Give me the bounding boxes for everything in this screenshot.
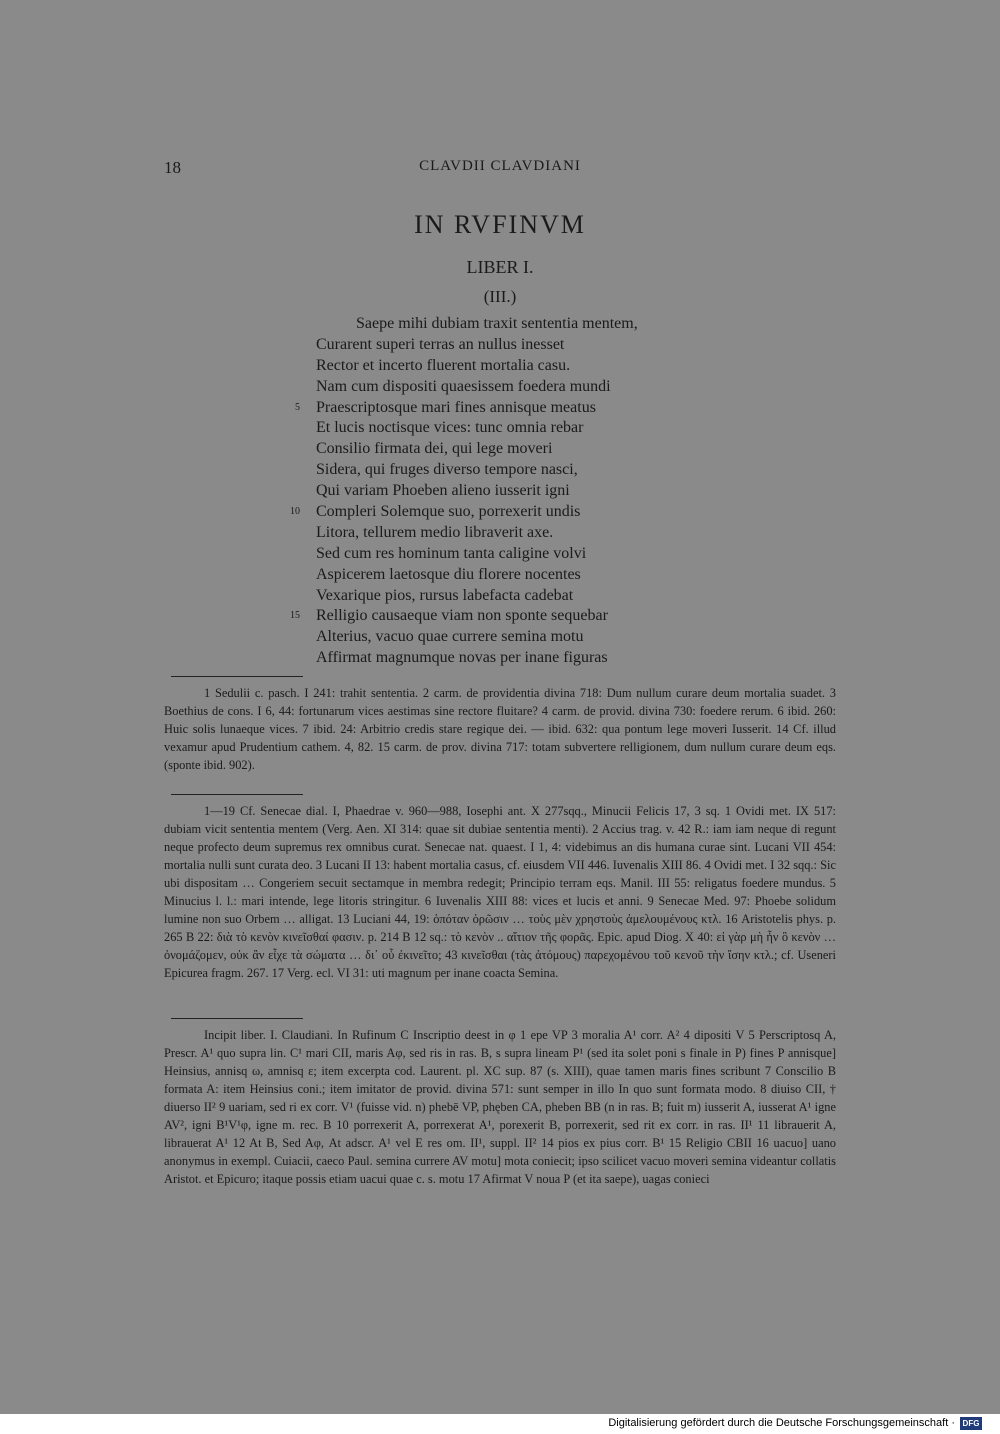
verse-text: Litora, tellurem medio libraverit axe. (316, 523, 554, 541)
verse-line (316, 418, 736, 439)
dfg-logo: DFG (960, 1417, 982, 1430)
verse-text: Saepe mihi dubiam traxit sententia mentem, (356, 315, 638, 332)
verse-line (316, 439, 736, 460)
verse-line (316, 481, 736, 502)
footnote-rule-3 (171, 1018, 303, 1019)
verse-line (295, 398, 736, 419)
testimonia-text: 1 Sedulii c. pasch. I 241: trahit sententia. 2 carm. de providentia divina 718: Dum nullum curare deum mortalia suadet. 3 Boethius de cons. I 6, 44: fortunarum vices aestimas sine rectore fluitare? 4 carm. de provid. divina 730: foedere rerum. 6 ibid. 260: Huic solis lunaeque vices. 7 ibid. 24: Arbitrio credis stare regique dei. — ibid. 632: qua pontum lege moveri Iusserit. 14 Cf. illud vexamur apud Prudentium cathem. 4, 82. 15 carm. de prov. divina 717: totam subvertere relligionem, dum nullum curare deum eqs. (sponte ibid. 902). (164, 686, 836, 772)
verse-text: Vexarique pios, rursus labefacta cadebat (316, 586, 574, 604)
loci-similes-notes (164, 802, 836, 982)
verse-line (290, 502, 736, 523)
footnote-rule-2 (171, 794, 303, 795)
verse-line (316, 460, 736, 481)
verse-text: Curarent superi terras an nullus inesset (316, 335, 565, 353)
book-heading: LIBER I. (466, 257, 534, 277)
apparatus-criticus (164, 1026, 836, 1188)
verse-line (316, 544, 736, 565)
verse-text: Sed cum res hominum tanta caligine volvi (316, 544, 587, 562)
verse-text: Relligio causaeque viam non sponte sequebar (316, 607, 608, 625)
testimonia-notes (164, 684, 836, 774)
verse-line (316, 335, 736, 356)
verse-line (316, 586, 736, 607)
verse-line (316, 377, 736, 398)
line-number: 15 (290, 610, 300, 622)
verse-block (290, 314, 736, 669)
verse-line (316, 565, 736, 586)
verse-text: Nam cum dispositi quaesissem foedera mundi (316, 377, 611, 395)
loci-similes-text: 1—19 Cf. Senecae dial. I, Phaedrae v. 960—988, Iosephi ant. X 277sqq., Minucii Felicis 17, 3 sq. 1 Ovidi met. IX 517: dubiam vicit sententia mentem (Verg. Aen. XI 314: quae sit dubiae sententia menti). 2 Accius trag. v. 42 R.: iam iam neque di regunt neque profecto deum supremus rex omnibus curat. Senecae nat. quaest. I 1, 4: videbimus an dis humana curae sint. Lucani VII 454: mortalia nulli sunt curata deo. 3 Lucani II 13: habent mortalia casus, cf. eiusdem VII 446. Iuvenalis XIII 86. 4 Ovidi met. I 32 sqq.: Sic ubi dispositam … Congeriem secuit sectamque in membra redegit; Principio terram eqs. Manil. III 55: religatus foedere mundus. 5 Minucius l. l.: mari intende, lege litoris stringitur. 6 Iuvenalis XIII 88: vices et lucis et anni. 9 Senecae Med. 97: Phoebe solidum lumine non suo Orbem … alligat. 13 Luciani 44, 19: ὁπόταν ὁρῶσιν … τοὺς μὲν χρηστοὺς ἀμελουμένους κτλ. 16 Aristotelis phys. p. 265 B 22: διὰ τὸ κενὸν κινεῖσθαί φασιν. p. 214 B 12 sq.: τὸ κενὸν .. αἴτιον τῆς φορᾶς. Epic. apud Diog. X 40: εἰ γὰρ μὴ ἦν ὃ κενὸν … ὀνομάζομεν, οὐκ ἂν εἶχε τὰ σώματα … δι᾽ οὗ ἐκινεῖτο; 43 κινεῖσθαι (τὰς ἀτόμους) παρεχομένου τοῦ κενοῦ τὴν ἴσην κτλ.; cf. Useneri Epicurea fragm. 267. 17 Verg. ecl. VI 31: uti magnum per inane coacta Semina. (164, 804, 836, 980)
verse-text: Alterius, vacuo quae currere semina motu (316, 628, 584, 646)
verse-line (316, 356, 736, 377)
funding-note: Digitalisierung gefördert durch die Deutsche Forschungsgemeinschaft · (608, 1417, 955, 1429)
work-title: IN RVFINVM (414, 210, 586, 239)
line-number: 10 (290, 506, 300, 518)
verse-text: Et lucis noctisque vices: tunc omnia rebar (316, 419, 584, 437)
page-number: 18 (164, 158, 181, 177)
verse-text: Sidera, qui fruges diverso tempore nasci, (316, 461, 578, 479)
verse-text: Praescriptosque mari fines annisque meatus (316, 398, 596, 416)
poem-number: (III.) (483, 287, 517, 306)
verse-line (290, 606, 736, 627)
apparatus-text: Incipit liber. I. Claudiani. In Rufinum C Inscriptio deest in φ 1 epe VP 3 moralia A¹ corr. A² 4 dipositi V 5 Perscriptosq A, Prescr. A¹ quo supra lin. C¹ mari CII, maris Aφ, sed ris in ras. B, s supra lineam P¹ (sed ita solet poni s finale in P) fines P annisque] Heinsius, annisq ω, amnisq ε; item excerpta cod. Laurent. pl. XC sup. 87 (s. XIII), quae tamen maris fines scribunt 7 Conscilio B formata A: item Heinsius coni.; item imitator de provid. divina 571: sunt semper in illo In quo sunt formata modo. 8 diuiso CII, † diuerso II² 9 uariam, sed ri ex corr. V¹ (fuisse vid. n) phebē VP, phęben CA, pheben BB (n in ras. B; fuit m) iusserit A, iusserat A¹ igne AV², igni B¹V¹φ, igne m. rec. B 10 porrexerit A, porrexerat A¹, porexerit B, porrexerit, sed rit ex corr. in ras. II¹ 11 librauerit A, librauerat A¹ 12 At B, Sed Aφ, At adscr. A¹ vel E res om. II¹, suppl. II² 14 pios ex pius corr. B¹ 15 Religio CBII 16 uacuo] uano anonymus in exempl. Cuiacii, caeco Paul. semina currere AV motu] mota coniecit; ipso scilicet vacuo moveri semina videantur collatis Aristot. et Epicuro; itaque possis etiam uacui quae c. s. motu 17 Afirmat V noua P (et ita saepe), uagas conieci (164, 1028, 836, 1186)
verse-text: Aspicerem laetosque diu florere nocentes (316, 565, 581, 583)
footnote-rule-1 (171, 676, 303, 677)
running-head: CLAVDII CLAVDIANI (419, 158, 581, 174)
verse-line (316, 627, 736, 648)
verse-text: Qui variam Phoeben alieno iusserit igni (316, 482, 570, 500)
verse-line (316, 648, 736, 669)
footer-bar (0, 1414, 1000, 1434)
verse-text: Affirmat magnumque novas per inane figuras (316, 649, 608, 667)
verse-text: Consilio firmata dei, qui lege moveri (316, 440, 553, 458)
verse-text: Rector et incerto fluerent mortalia casu. (316, 356, 571, 374)
line-number: 5 (295, 401, 300, 413)
verse-line (316, 314, 736, 335)
verse-line (316, 523, 736, 544)
verse-text: Compleri Solemque suo, porrexerit undis (316, 503, 581, 521)
